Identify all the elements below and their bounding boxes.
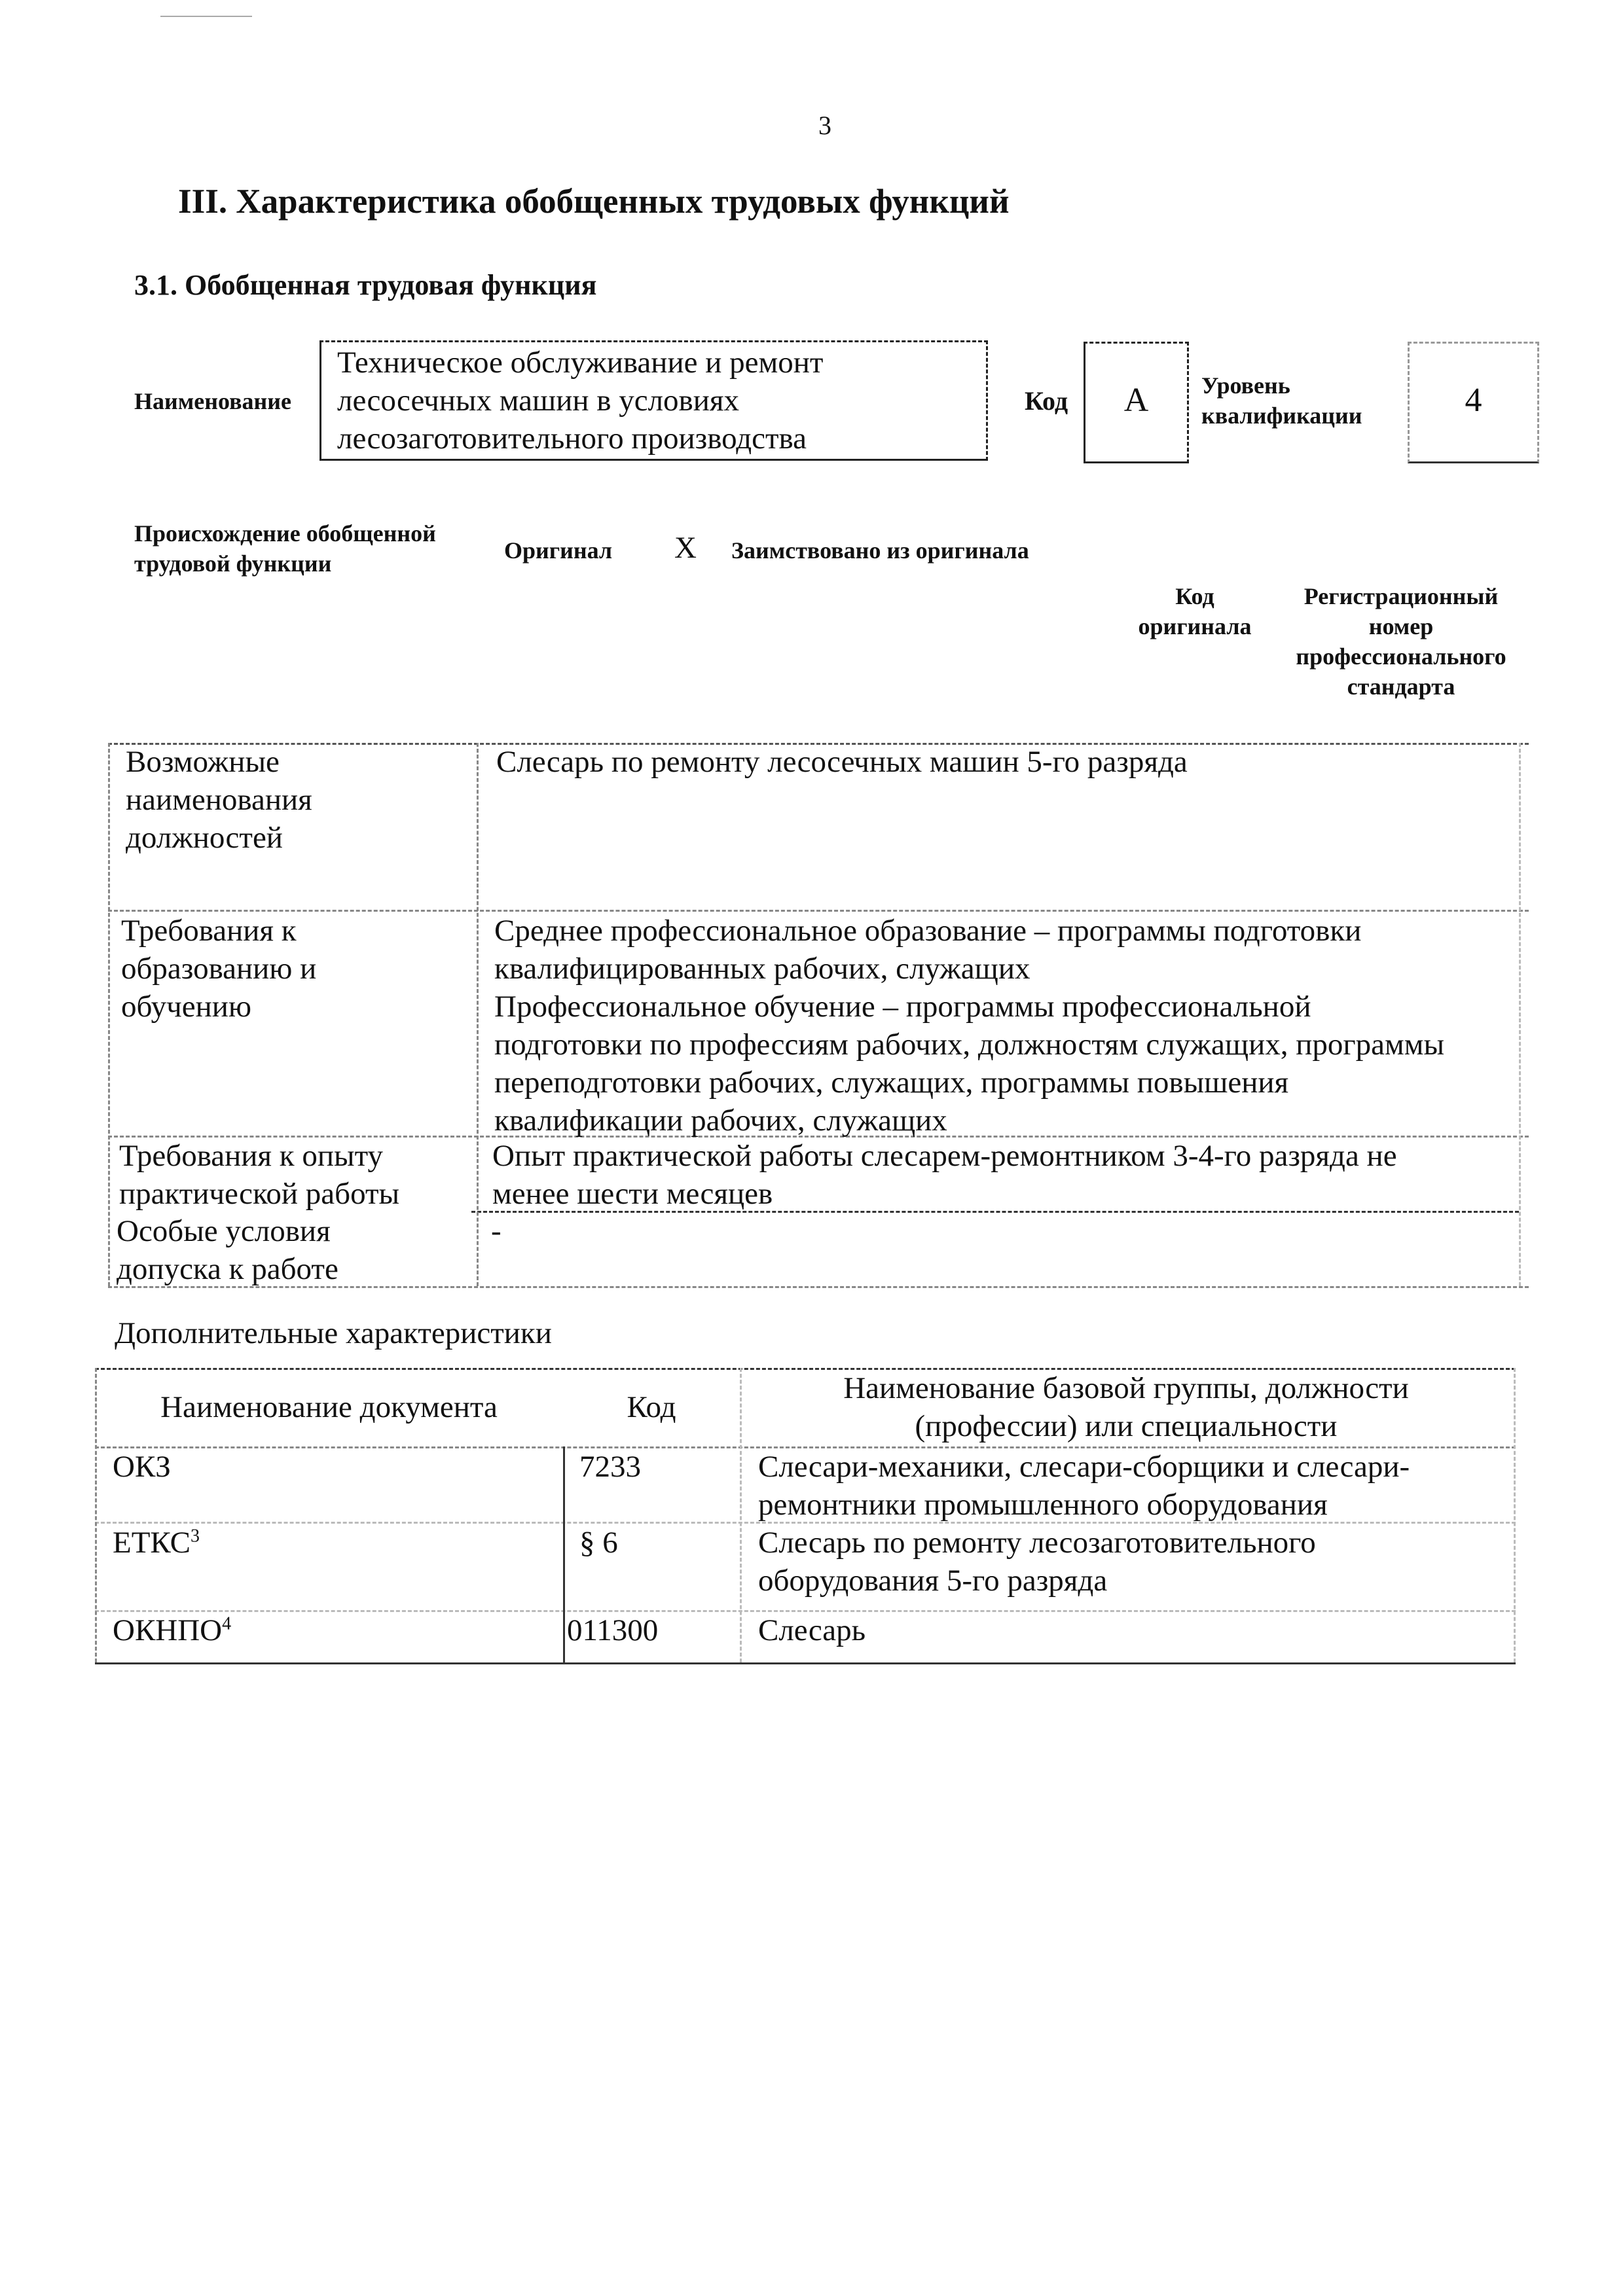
req-label-line: Требования к	[121, 914, 297, 948]
extra-row-name-line: оборудования 5-го разряда	[758, 1564, 1108, 1598]
req-label-line: образованию и	[121, 952, 317, 986]
extra-row-doc	[113, 1611, 231, 1649]
extra-row-code: § 6	[579, 1526, 618, 1560]
req-label-line: практической работы	[119, 1177, 400, 1211]
req-value-line: Профессиональное обучение – программы профессиональной	[494, 990, 1311, 1024]
req-right-border	[1519, 743, 1521, 1286]
name-value-box	[319, 340, 988, 461]
req-label-experience	[119, 1137, 399, 1213]
req-value-line: подготовки по профессиям рабочих, должностям служащих, программы	[494, 1028, 1445, 1062]
req-value-line: менее шести месяцев	[492, 1177, 773, 1211]
extra-row-doc: ОКЗ	[113, 1450, 171, 1484]
extra-col-header-doc: Наименование документа	[160, 1390, 498, 1424]
req-value-line: Опыт практической работы слесарем-ремонтником 3-4-го разряда не	[492, 1139, 1397, 1173]
footnote-marker: 3	[190, 1526, 200, 1547]
extra-row-name	[758, 1524, 1316, 1600]
req-value-line: -	[491, 1214, 501, 1248]
reg-number-label	[1277, 581, 1525, 702]
req-column-divider	[477, 743, 479, 1286]
req-label-special-conditions	[117, 1212, 338, 1288]
req-label-line: Требования к опыту	[119, 1139, 384, 1173]
footnote-marker: 4	[222, 1613, 232, 1634]
original-label: Оригинал	[504, 537, 613, 564]
reg-number-label-line-1: Регистрационный	[1304, 583, 1499, 609]
extra-row-doc-text: ЕТКС	[113, 1526, 191, 1560]
level-value-box	[1408, 342, 1539, 463]
req-label-line: допуска к работе	[117, 1252, 338, 1286]
extra-row-doc	[113, 1524, 200, 1562]
name-value-line-2: лесосечных машин в условиях	[337, 384, 740, 418]
req-value-line: Среднее профессиональное образование – программы подготовки	[494, 914, 1362, 948]
req-value-line: переподготовки рабочих, служащих, программы повышения	[494, 1066, 1289, 1100]
name-value-line-1: Техническое обслуживание и ремонт	[337, 346, 824, 380]
extra-table-bottom-border	[95, 1662, 1516, 1664]
req-label-line: должностей	[126, 821, 283, 855]
extra-row-name-line: ремонтники промышленного оборудования	[758, 1488, 1328, 1522]
extra-col-header-name-line-1: Наименование базовой группы, должности	[843, 1371, 1409, 1405]
req-value-experience	[492, 1137, 1397, 1213]
original-mark: X	[674, 531, 697, 565]
origin-label-line-2: трудовой функции	[134, 550, 332, 577]
level-value: 4	[1465, 382, 1482, 419]
extra-row-name	[758, 1611, 866, 1649]
req-label-line: Особые условия	[117, 1214, 331, 1248]
extra-row-name-line: Слесари-механики, слесари-сборщики и слесари-	[758, 1450, 1410, 1484]
code-value-box	[1084, 342, 1189, 463]
req-left-border	[108, 743, 110, 1286]
borrowed-label: Заимствовано из оригинала	[731, 537, 1029, 564]
code-value: А	[1123, 382, 1149, 419]
req-label-line: обучению	[121, 990, 252, 1024]
req-value-line: Слесарь по ремонту лесосечных машин 5-го разряда	[496, 745, 1188, 779]
req-label-line: Возможные	[126, 745, 280, 779]
extra-row-name-line: Слесарь по ремонту лесозаготовительного	[758, 1526, 1316, 1560]
name-value-line-3: лесозаготовительного производства	[337, 422, 807, 456]
reg-number-label-line-3: профессионального	[1296, 643, 1506, 670]
subsection-title: 3.1. Обобщенная трудовая функция	[134, 269, 597, 301]
extra-row-name	[758, 1448, 1410, 1524]
extra-row-code: 011300	[567, 1613, 659, 1647]
name-label: Наименование	[134, 388, 291, 414]
req-value-education	[494, 912, 1444, 1139]
extra-row-doc-text: ОКНПО	[113, 1613, 223, 1647]
extra-row-name-line: Слесарь	[758, 1613, 866, 1647]
original-code-label-line-1: Код	[1175, 583, 1214, 609]
reg-number-label-line-4: стандарта	[1347, 673, 1455, 700]
extra-row-code: 7233	[579, 1450, 641, 1484]
level-label-line-2: квалификации	[1201, 403, 1362, 429]
code-label: Код	[1025, 386, 1068, 416]
req-value-line: квалифицированных рабочих, служащих	[494, 952, 1030, 986]
extra-right-border	[1514, 1368, 1516, 1662]
extra-col-header-code: Код	[627, 1390, 676, 1424]
original-code-label-line-2: оригинала	[1138, 613, 1252, 639]
extra-col-header-name-line-2: (профессии) или специальности	[915, 1409, 1338, 1443]
req-label-positions	[126, 743, 312, 857]
original-code-label	[1113, 581, 1277, 641]
page-number: 3	[818, 111, 831, 140]
reg-number-label-line-2: номер	[1368, 613, 1434, 639]
extra-col-header-name	[740, 1369, 1512, 1445]
level-label-line-1: Уровень	[1201, 372, 1290, 399]
req-label-line: наименования	[126, 783, 312, 817]
section-title: III. Характеристика обобщенных трудовых функций	[178, 183, 1010, 221]
origin-label-line-1: Происхождение обобщенной	[134, 520, 436, 547]
extra-column-divider-1	[563, 1446, 565, 1662]
req-label-education	[121, 912, 316, 1026]
scan-artifact-line	[160, 16, 252, 17]
req-value-line: квалификации рабочих, служащих	[494, 1103, 947, 1138]
req-value-positions	[496, 743, 1188, 781]
req-value-special-conditions	[491, 1212, 501, 1250]
extra-heading: Дополнительные характеристики	[115, 1316, 552, 1350]
